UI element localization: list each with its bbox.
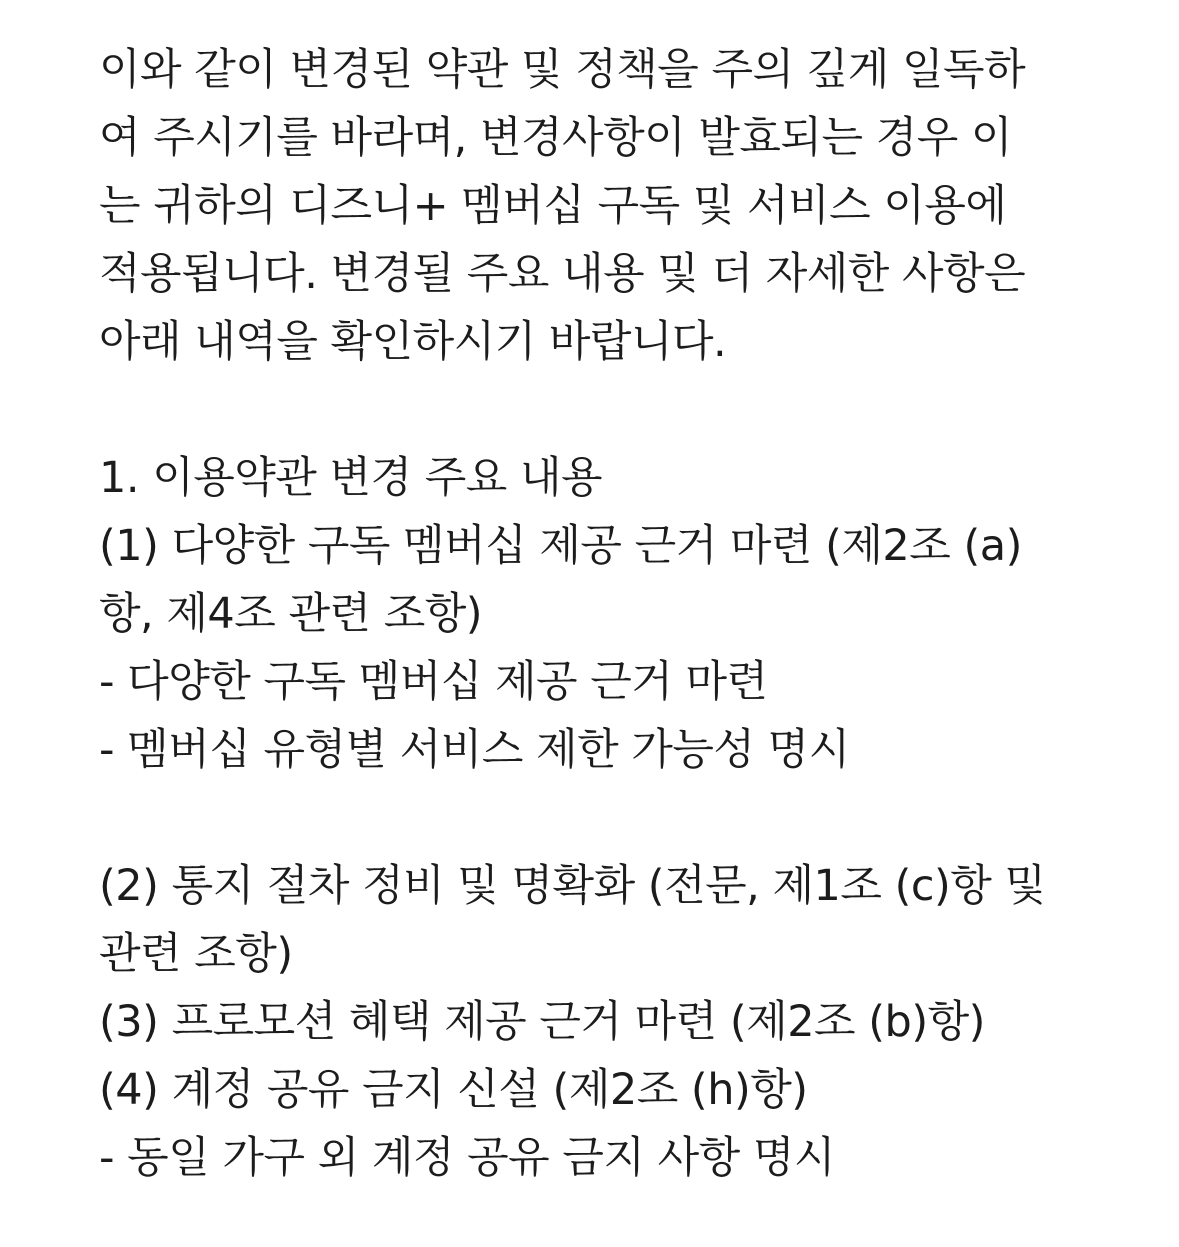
intro-line: 아래 내역을 확인하시기 바랍니다.: [99, 317, 727, 367]
bullet-line: - 다양한 구독 멤버십 제공 근거 마련: [99, 657, 768, 707]
intro-line: 여 주시기를 바라며, 변경사항이 발효되는 경우 이: [99, 113, 1012, 163]
section-terms-changes: [99, 444, 1099, 1192]
intro-line: 적용됩니다. 변경될 주요 내용 및 더 자세한 사항은: [99, 249, 1026, 299]
item-title-line: 관련 조항): [99, 929, 293, 979]
section-heading: 1. 이용약관 변경 주요 내용: [99, 453, 603, 503]
item-title-line: (2) 통지 절차 정비 및 명확화 (전문, 제1조 (c)항 및: [99, 861, 1046, 911]
item-title-line: (1) 다양한 구독 멤버십 제공 근거 마련 (제2조 (a): [99, 521, 1022, 571]
intro-line: 이와 같이 변경된 약관 및 정책을 주의 깊게 일독하: [99, 45, 1026, 95]
item-title-line: 항, 제4조 관련 조항): [99, 589, 483, 639]
item-notice-procedure: [99, 852, 1099, 988]
intro-line: 는 귀하의 디즈니+ 멤버십 구독 및 서비스 이용에: [99, 181, 1007, 231]
paragraph-spacer: [99, 376, 1099, 444]
item-title-line: (3) 프로모션 혜택 제공 근거 마련 (제2조 (b)항): [99, 997, 985, 1047]
bullet-line: - 멤버십 유형별 서비스 제한 가능성 명시: [99, 725, 850, 775]
item-title-line: (4) 계정 공유 금지 신설 (제2조 (h)항): [99, 1065, 808, 1115]
item-account-sharing: [99, 1056, 1099, 1192]
paragraph-spacer: [99, 784, 1099, 852]
bullet-line: - 동일 가구 외 계정 공유 금지 사항 명시: [99, 1133, 835, 1183]
intro-paragraph: [99, 36, 1099, 376]
item-membership-options: [99, 512, 1099, 784]
document-body: [99, 36, 1099, 1192]
item-promotion-benefits: [99, 988, 1099, 1056]
